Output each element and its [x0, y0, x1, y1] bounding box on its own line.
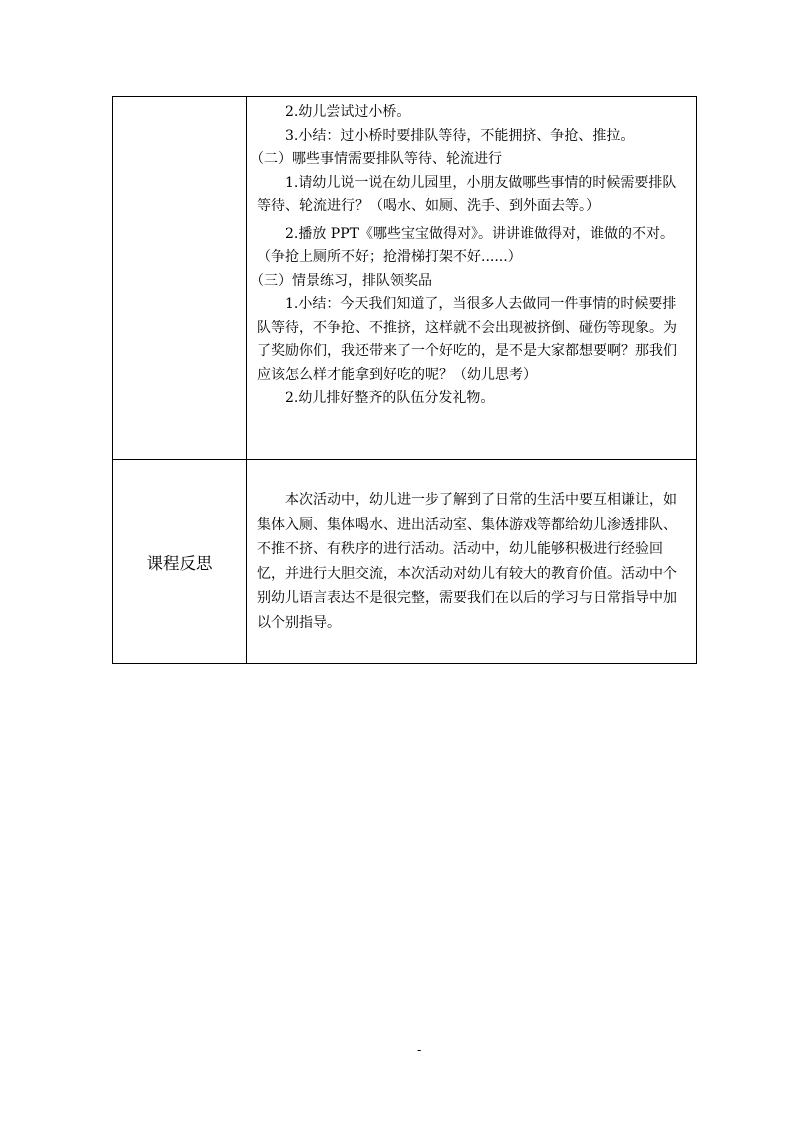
- ppt-paragraph: 2.播放 PPT《哪些宝宝做得对》。讲讲谁做得对，谁做的不对。（争抢上厕所不好；抢滑梯打架不好......）: [257, 225, 674, 265]
- reflection-row: [113, 460, 697, 664]
- lesson-plan-table: [112, 96, 697, 664]
- step-2-line: 2.幼儿尝试过小桥。: [285, 104, 411, 120]
- conclusion-paragraph: 1.小结：今天我们知道了，当很多人去做同一件事情的时候要排队等待，不争抢、不推挤，这样就不会出现被挤倒、碰伤等现象。为了奖励你们，我还带来了一个好吃的，是不是大家都想要啊？那我们应该怎么样才能拿到好吃的呢？（幼儿思考）: [257, 296, 677, 383]
- reflection-label: 课程反思: [146, 553, 213, 573]
- gift-line: 2.幼儿排好整齐的队伍分发礼物。: [285, 390, 495, 406]
- reflection-label-cell: [113, 460, 247, 664]
- process-label-cell: [113, 97, 247, 460]
- page-marker: -: [417, 1043, 422, 1057]
- reflection-content-cell: [247, 460, 697, 664]
- process-row: [113, 97, 697, 460]
- reflection-text: 本次活动中，幼儿进一步了解到了日常的生活中要互相谦让，如集体入厕、集体喝水、进出活动室、集体游戏等都给幼儿渗透排队、不推不挤、有秩序的进行活动。活动中，幼儿能够积极进行经验回忆，并进行大胆交流，本次活动对幼儿有较大的教育价值。活动中个别幼儿语言表达不是很完整，需要我们在以后的学习与日常指导中加以个别指导。: [257, 492, 677, 631]
- section-2-heading: （二）哪些事情需要排队等待、轮流进行: [250, 151, 502, 167]
- discussion-paragraph: 1.请幼儿说一说在幼儿园里，小朋友做哪些事情的时候需要排队等待、轮流进行？（喝水、如厕、洗手、到外面去等。）: [257, 174, 677, 214]
- section-3-heading: （三）情景练习，排队领奖品: [250, 272, 432, 289]
- summary-line: 3.小结：过小桥时要排队等待，不能拥挤、争抢、推拉。: [285, 127, 635, 144]
- process-content-cell: [247, 97, 697, 460]
